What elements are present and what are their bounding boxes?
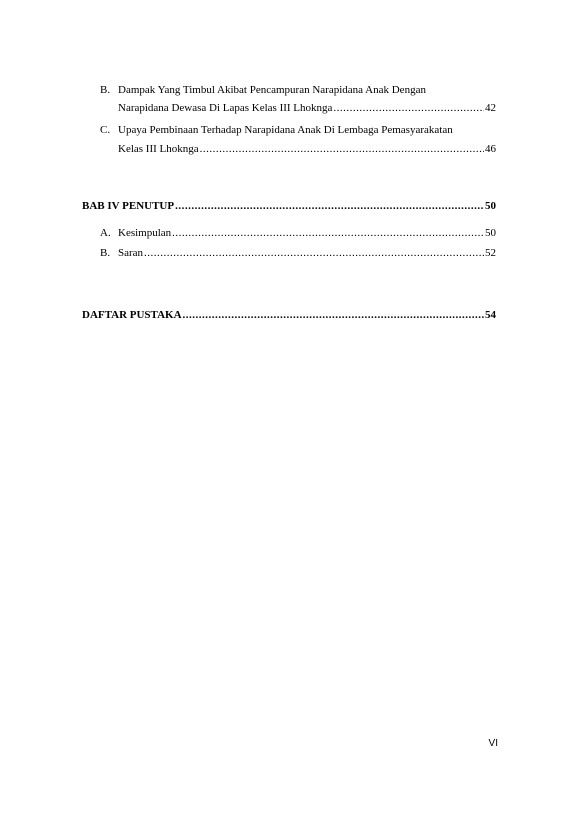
dot-leader <box>175 200 484 213</box>
entry-title: Kesimpulan <box>118 227 172 239</box>
entry-title: Saran <box>118 247 144 259</box>
entry-letter: C. <box>100 124 111 136</box>
page-ref: 46 <box>485 143 496 155</box>
entry-title-line1: Upaya Pembinaan Terhadap Narapidana Anak Di Lembaga Pemasyarakatan <box>118 124 453 136</box>
page-ref: 50 <box>485 227 496 239</box>
toc-entry-dampak[interactable] <box>118 102 496 115</box>
chapter-title: DAFTAR PUSTAKA <box>82 309 182 321</box>
toc-entry-saran[interactable] <box>118 247 496 260</box>
entry-title-line2: Narapidana Dewasa Di Lapas Kelas III Lhoknga <box>118 102 333 114</box>
entry-letter: A. <box>100 227 111 239</box>
entry-letter: B. <box>100 84 111 96</box>
dot-leader <box>183 309 484 322</box>
page-ref: 42 <box>485 102 496 114</box>
toc-chapter-bab-iv[interactable] <box>82 200 496 213</box>
entry-title-line1: Dampak Yang Timbul Akibat Pencampuran Narapidana Anak Dengan <box>118 84 426 96</box>
dot-leader <box>333 102 484 115</box>
dot-leader <box>172 227 484 240</box>
page-number: VI <box>488 738 498 749</box>
entry-title-line2: Kelas III Lhoknga <box>118 143 199 155</box>
page-ref: 52 <box>485 247 496 259</box>
toc-entry-upaya[interactable] <box>118 143 496 156</box>
dot-leader <box>200 143 484 156</box>
toc-entry-kesimpulan[interactable] <box>118 227 496 240</box>
toc-chapter-daftar-pustaka[interactable] <box>82 309 496 322</box>
page-ref: 50 <box>485 200 496 212</box>
entry-letter: B. <box>100 247 111 259</box>
page-ref: 54 <box>485 309 496 321</box>
dot-leader <box>144 247 484 260</box>
chapter-title: BAB IV PENUTUP <box>82 200 175 212</box>
